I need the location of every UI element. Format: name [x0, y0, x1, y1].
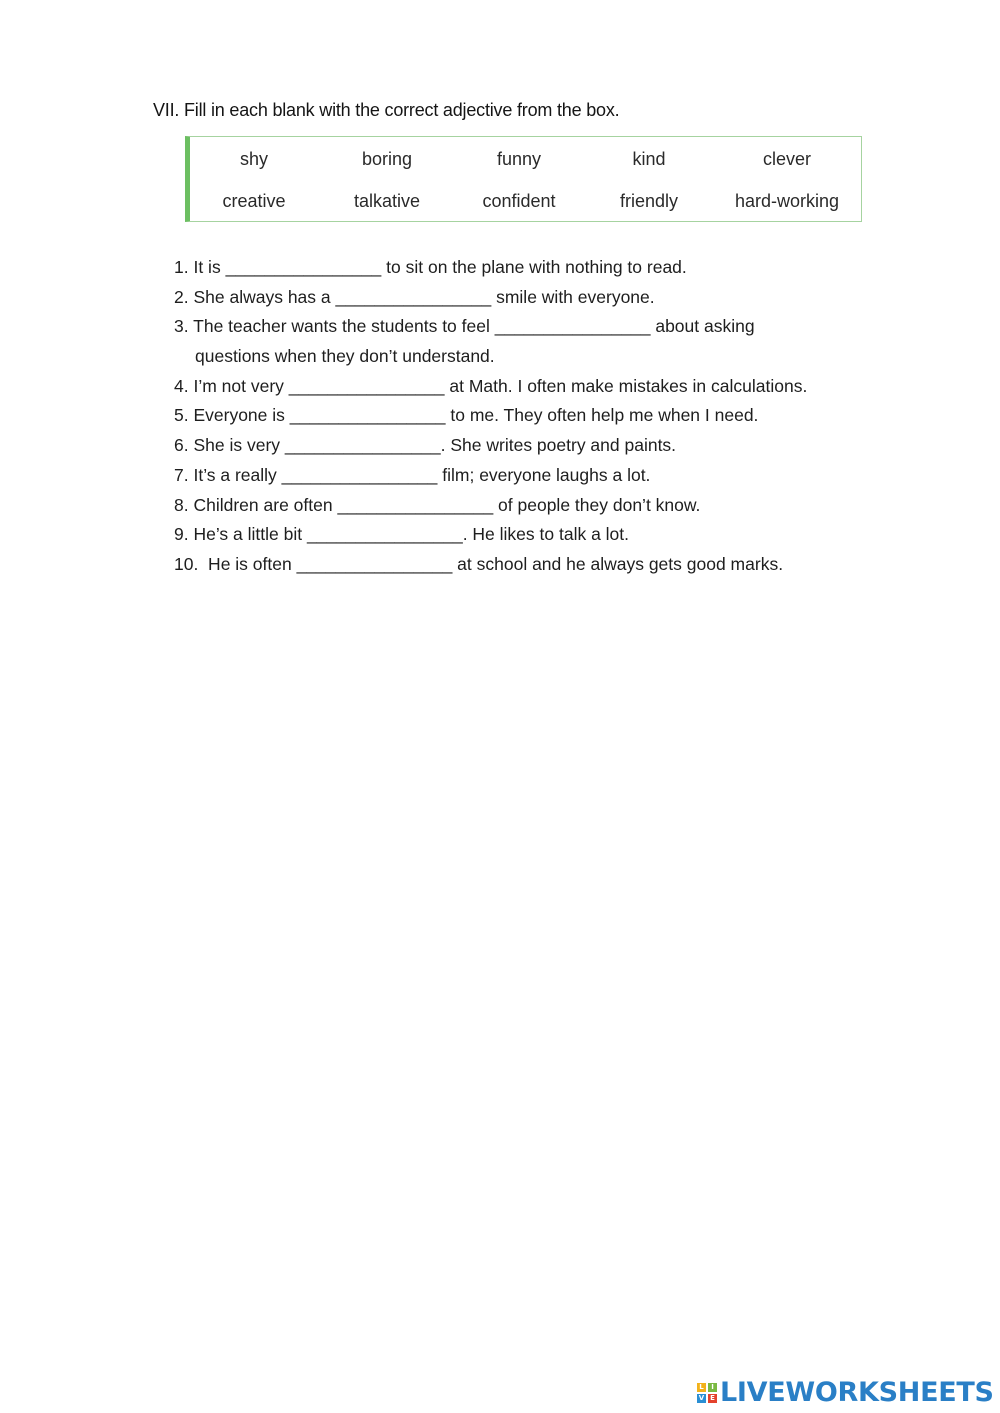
- word-box: [185, 136, 862, 222]
- word-option: friendly: [619, 191, 679, 211]
- question-text-before: Everyone is: [188, 405, 290, 426]
- question-text-after: at school and he always gets good marks.: [452, 553, 784, 574]
- word-option: kind: [632, 149, 666, 169]
- answer-blank[interactable]: ________________: [335, 286, 492, 307]
- question-number: 7.: [174, 464, 189, 485]
- question-item: [174, 493, 894, 523]
- question-text-before: She always has a: [188, 286, 336, 307]
- question-text-before: I’m not very: [188, 375, 289, 396]
- answer-blank[interactable]: ________________: [284, 435, 441, 456]
- answer-blank[interactable]: ________________: [337, 494, 494, 515]
- word-option: funny: [496, 149, 542, 169]
- question-text-after: film; everyone laughs a lot.: [437, 464, 651, 485]
- logo-block-letter: L: [697, 1383, 706, 1392]
- question-text-continuation: questions when they don’t understand.: [195, 346, 495, 367]
- question-item-continuation: [174, 344, 894, 374]
- word-option: confident: [482, 191, 556, 211]
- question-number: 8.: [174, 494, 189, 515]
- question-number: 10.: [174, 553, 199, 574]
- liveworksheets-logo[interactable]: [697, 1376, 994, 1408]
- answer-blank[interactable]: ________________: [296, 553, 453, 574]
- question-text-before: He’s a little bit: [188, 524, 307, 545]
- question-item: [174, 403, 894, 433]
- answer-blank[interactable]: ________________: [289, 405, 446, 426]
- answer-blank[interactable]: ________________: [306, 524, 463, 545]
- question-item: [174, 255, 894, 285]
- question-text-after: . He likes to talk a lot.: [462, 524, 630, 545]
- word-option: creative: [222, 191, 286, 211]
- question-text-before: It is: [188, 257, 226, 277]
- word-option: clever: [762, 149, 812, 169]
- question-text-after: to sit on the plane with nothing to read.: [381, 257, 687, 277]
- answer-blank[interactable]: ________________: [225, 257, 382, 277]
- answer-blank[interactable]: ________________: [494, 316, 651, 337]
- question-text-after: to me. They often help me when I need.: [445, 405, 759, 426]
- word-option: talkative: [353, 191, 421, 211]
- question-text-before: It’s a really: [188, 464, 282, 485]
- question-number: 3.: [174, 316, 189, 337]
- logo-text: LIVEWORKSHEETS: [720, 1376, 994, 1408]
- question-item: [174, 285, 894, 315]
- word-option: boring: [361, 149, 413, 169]
- question-text-before: She is very: [188, 435, 285, 456]
- answer-blank[interactable]: ________________: [288, 375, 445, 396]
- question-text-before: The teacher wants the students to feel: [188, 316, 495, 337]
- word-box-row-2: [190, 191, 861, 215]
- question-list: [174, 255, 894, 582]
- question-item: [174, 314, 894, 344]
- question-number: 4.: [174, 375, 189, 396]
- word-box-row-1: [190, 149, 861, 173]
- question-text-after: smile with everyone.: [491, 286, 655, 307]
- exercise-heading: VII. Fill in each blank with the correct adjective from the box.: [153, 100, 620, 120]
- logo-block-letter: I: [708, 1383, 717, 1392]
- question-number: 1.: [174, 257, 189, 277]
- logo-block-letter: E: [708, 1394, 717, 1403]
- answer-blank[interactable]: ________________: [281, 464, 438, 485]
- question-item: [174, 463, 894, 493]
- question-item: [174, 433, 894, 463]
- question-text-after: . She writes poetry and paints.: [440, 435, 677, 456]
- logo-icon: [697, 1383, 717, 1403]
- question-number: 9.: [174, 524, 189, 545]
- question-text-before: Children are often: [188, 494, 338, 515]
- question-item: [174, 374, 894, 404]
- question-number: 6.: [174, 435, 189, 456]
- question-text-after: about asking: [650, 316, 755, 337]
- question-item: [174, 522, 894, 552]
- question-number: 5.: [174, 405, 189, 426]
- question-item: [174, 552, 894, 582]
- word-option: hard-working: [734, 191, 840, 211]
- logo-block-letter: V: [698, 1394, 705, 1402]
- question-text-after: of people they don’t know.: [493, 494, 701, 515]
- question-text-after: at Math. I often make mistakes in calculations.: [444, 375, 808, 396]
- question-text-before: He is often: [198, 553, 297, 574]
- question-number: 2.: [174, 286, 189, 307]
- word-option: shy: [239, 149, 269, 169]
